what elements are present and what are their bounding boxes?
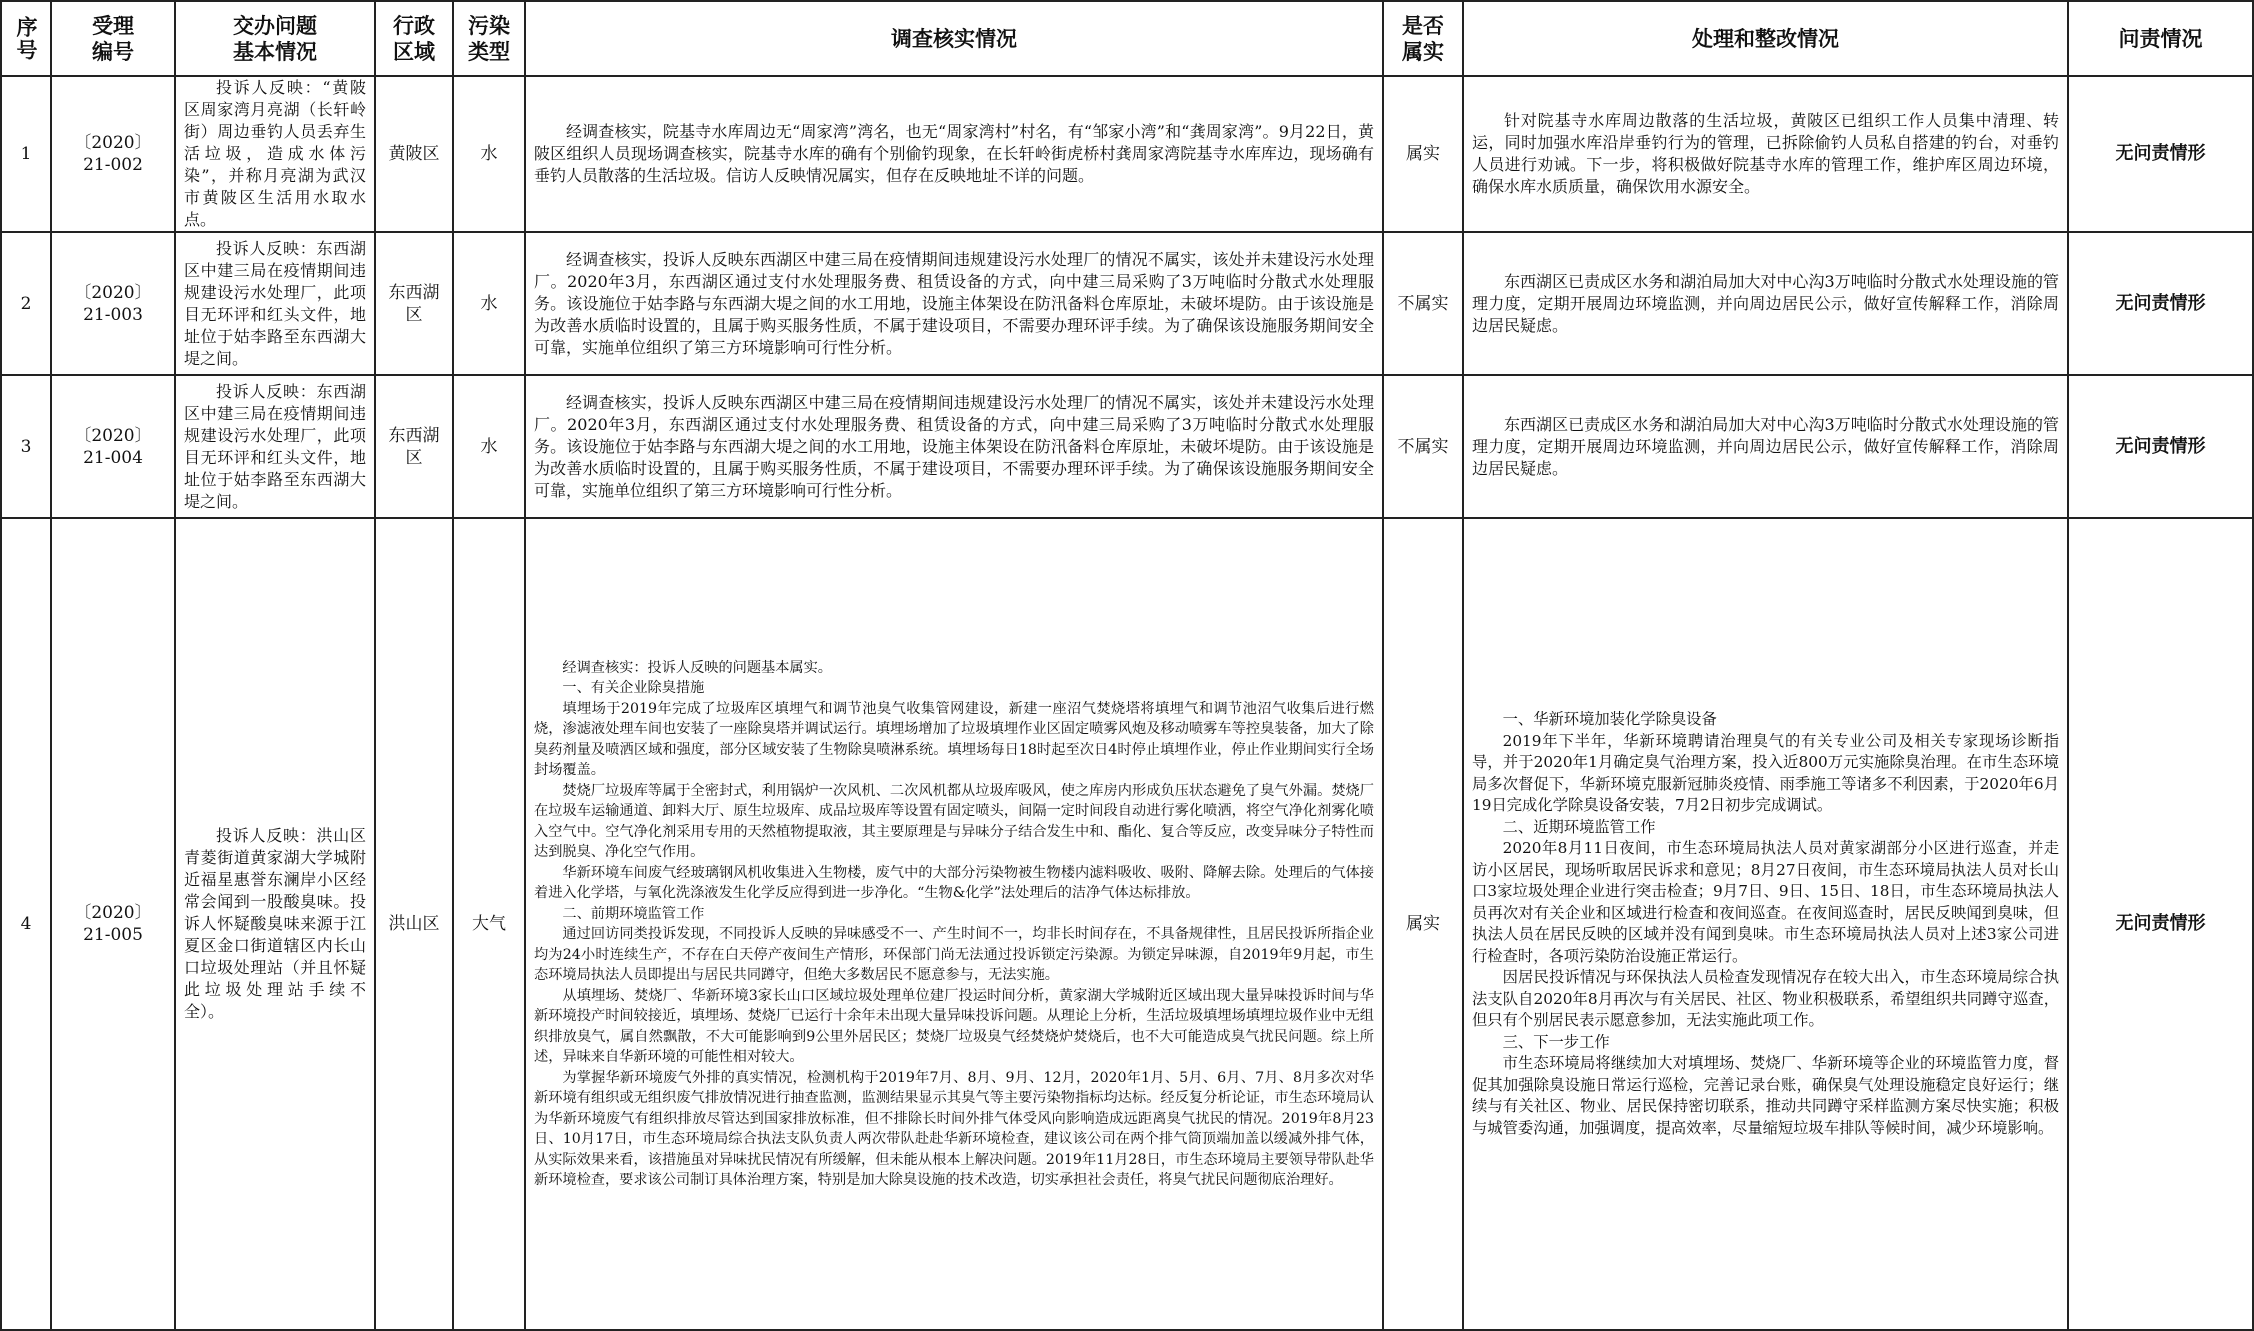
header-number: 受理 编号 [51, 1, 175, 76]
investigation-paragraph: 华新环境车间废气经玻璃钢风机收集进入生物楼，废气中的大部分污染物被生物楼内滤料吸收、吸附、降解去除。处理后的气体接着进入化学塔，与氧化洗涤液发生化学反应得到进一步净化。“生物&化学”法处理后的洁净气体达标排放。 [534, 864, 1374, 901]
issue-cell [175, 76, 375, 232]
region-cell [375, 518, 453, 1330]
seq-cell [1, 76, 51, 232]
header-accountability: 问责情况 [2068, 1, 2253, 76]
type-cell [453, 518, 525, 1330]
handling-paragraph: 东西湖区已责成区水务和湖泊局加大对中心沟3万吨临时分散式水处理设施的管理力度，定期开展周边环境监测，并向周边居民公示，做好宣传解释工作，消除周边居民疑虑。 [1472, 271, 2059, 335]
accountability-text: 无问责情形 [2115, 913, 2206, 934]
seq-text: 2 [20, 293, 32, 314]
table-row [1, 518, 2253, 1330]
handling-cell [1463, 375, 2068, 518]
accountability-cell [2068, 518, 2253, 1330]
investigation-paragraph: 通过回访同类投诉发现，不同投诉人反映的异味感受不一、产生时间不一，均非长时间存在，不具备规律性，且居民投诉所指企业均为24小时连续生产，不存在白天停产夜间生产情形，环保部门尚无法通过投诉锁定污染源。为锁定异味源，自2019年9月起，市生态环境局执法人员即提出与居民共同蹲守，但绝大多数居民不愿意参与，无法实施。 [534, 926, 1374, 983]
investigation-paragraph: 经调查核实：投诉人反映的问题基本属实。 [562, 659, 832, 676]
header-investigation: 调查核实情况 [525, 1, 1383, 76]
handling-paragraph: 市生态环境局将继续加大对填埋场、焚烧厂、华新环境等企业的环境监管力度，督促其加强除臭设施日常运行巡检，完善记录台账，确保臭气处理设施稳定良好运行；继续与有关社区、物业、居民保持密切联系，推动共同蹲守采样监测方案尽快实施；积极与城管委沟通，加强调度，提高效率，尽量缩短垃圾车排队等候时间，减少环境影响。 [1472, 1054, 2059, 1137]
seq-text: 4 [20, 914, 32, 934]
verified-cell [1383, 76, 1463, 232]
table-row [1, 375, 2253, 518]
accountability-cell [2068, 232, 2253, 375]
handling-paragraph: 二、近期环境监管工作 [1502, 817, 1656, 836]
header-issue: 交办问题 基本情况 [175, 1, 375, 76]
header-handling: 处理和整改情况 [1463, 1, 2068, 76]
investigation-paragraph: 一、有关企业除臭措施 [562, 680, 705, 696]
investigation-cell [525, 518, 1383, 1330]
handling-paragraph: 一、华新环境加装化学除臭设备 [1502, 710, 1717, 728]
region-cell [375, 375, 453, 518]
verified-cell [1383, 375, 1463, 518]
issue-cell [175, 375, 375, 518]
handling-paragraph: 三、下一步工作 [1502, 1032, 1610, 1051]
issue-text: 投诉人反映：“黄陂区周家湾月亮湖（长轩岭街）周边垂钓人员丢弃生活垃圾，造成水体污染”，并称月亮湖为武汉市黄陂区生活用水取水点。 [184, 78, 366, 229]
region-text: 黄陂区 [388, 144, 440, 164]
type-cell [453, 76, 525, 232]
investigation-paragraph: 经调查核实，投诉人反映东西湖区中建三局在疫情期间违规建设污水处理厂的情况不属实，该处并未建设污水处理厂。2020年3月，东西湖区通过支付水处理服务费、租赁设备的方式，向中建三局采购了3万吨临时分散式水处理服务。该设施位于姑李路与东西湖大堤之间的水工用地，设施主体架设在防汛备料仓库原址，未破坏堤防。由于该设施是为改善水质临时设置的，且属于购买服务性质，不属于建设项目，不需要办理环评手续。为了确保该设施服务期间安全可靠，实施单位组织了第三方环境影响可行性分析。 [534, 392, 1374, 500]
number-code: 21-003 [83, 304, 143, 325]
issue-cell [175, 232, 375, 375]
region-cell [375, 76, 453, 232]
accountability-cell [2068, 375, 2253, 518]
number-cell [51, 518, 175, 1330]
region-text: 东西湖区 [388, 425, 440, 468]
accountability-cell [2068, 76, 2253, 232]
investigation-paragraph: 经调查核实，投诉人反映东西湖区中建三局在疫情期间违规建设污水处理厂的情况不属实，该处并未建设污水处理厂。2020年3月，东西湖区通过支付水处理服务费、租赁设备的方式，向中建三局采购了3万吨临时分散式水处理服务。该设施位于姑李路与东西湖大堤之间的水工用地，设施主体架设在防汛备料仓库原址，未破坏堤防。由于该设施是为改善水质临时设置的，且属于购买服务性质，不属于建设项目，不需要办理环评手续。为了确保该设施服务期间安全可靠，实施单位组织了第三方环境影响可行性分析。 [534, 249, 1374, 357]
handling-paragraph: 2019年下半年，华新环境聘请治理臭气的有关专业公司及相关专家现场诊断指导，并于2020年1月确定臭气治理方案，投入近800万元实施除臭治理。在市生态环境局多次督促下，华新环境克服新冠肺炎疫情、雨季施工等诸多不利因素，于2020年6月19日完成化学除臭设备安装，7月2日初步完成调试。 [1472, 731, 2059, 814]
region-text: 东西湖区 [388, 282, 440, 325]
handling-paragraph: 东西湖区已责成区水务和湖泊局加大对中心沟3万吨临时分散式水处理设施的管理力度，定期开展周边环境监测，并向周边居民公示，做好宣传解释工作，消除周边居民疑虑。 [1472, 414, 2059, 478]
number-cell [51, 232, 175, 375]
verified-cell [1383, 232, 1463, 375]
issue-text: 投诉人反映：东西湖区中建三局在疫情期间违规建设污水处理厂，此项目无环评和红头文件，地址位于姑李路至东西湖大堤之间。 [184, 238, 366, 368]
accountability-text: 无问责情形 [2115, 143, 2206, 164]
number-code: 21-004 [83, 447, 143, 468]
handling-paragraph: 针对院基寺水库周边散落的生活垃圾，黄陂区已组织工作人员集中清理、转运，同时加强水库沿岸垂钓行为的管理，已拆除偷钓人员私自搭建的钓台，对垂钓人员进行劝诫。下一步，将积极做好院基寺水库的管理工作，维护库区周边环境，确保水库水质质量，确保饮用水源安全。 [1472, 111, 2059, 196]
seq-text: 1 [20, 144, 32, 164]
issue-text: 投诉人反映：东西湖区中建三局在疫情期间违规建设污水处理厂，此项目无环评和红头文件，地址位于姑李路至东西湖大堤之间。 [184, 381, 366, 511]
investigation-paragraph: 二、前期环境监管工作 [562, 905, 705, 922]
number-year: 〔2020〕 [74, 903, 152, 923]
header-row [1, 1, 2253, 76]
number-year: 〔2020〕 [74, 282, 152, 303]
handling-paragraph: 2020年8月11日夜间，市生态环境局执法人员对黄家湖部分小区进行巡查，并走访小区居民，现场听取居民诉求和意见；8月27日夜间，市生态环境局执法人员对长山口3家垃圾处理企业进行突击检查；9月7日、9日、15日、18日，市生态环境局执法人员再次对有关企业和区域进行检查和夜间巡查。在夜间巡查时，居民反映闻到臭味，但执法人员在居民反映的区域并没有闻到臭味。市生态环境局执法人员对上述3家公司进行检查时，各项污染防治设施正常运行。 [1472, 839, 2059, 965]
handling-cell [1463, 232, 2068, 375]
type-text: 水 [480, 144, 498, 164]
investigation-cell [525, 375, 1383, 518]
issue-cell [175, 518, 375, 1330]
handling-cell [1463, 76, 2068, 232]
investigation-paragraph: 焚烧厂垃圾库等属于全密封式，利用锅炉一次风机、二次风机都从垃圾库吸风，使之库房内形成负压状态避免了臭气外漏。焚烧厂在垃圾车运输通道、卸料大厅、原生垃圾库、成品垃圾库等设置有固定喷头，间隔一定时间段自动进行雾化喷洒，将空气净化剂雾化喷入空气中。空气净化剂采用专用的天然植物提取液，其主要原理是与异味分子结合发生中和、酯化、复合等反应，改变异味分子特性而达到脱臭、净化空气作用。 [534, 782, 1374, 860]
number-code: 21-002 [83, 155, 143, 175]
type-text: 水 [480, 293, 498, 314]
accountability-text: 无问责情形 [2115, 435, 2206, 457]
handling-cell [1463, 518, 2068, 1330]
investigation-paragraph: 从填埋场、焚烧厂、华新环境3家长山口区域垃圾处理单位建厂投运时间分析，黄家湖大学城附近区域出现大量异味投诉时间与华新环境投产时间较接近，填埋场、焚烧厂已运行十余年未出现大量异味投诉问题。从理论上分析，生活垃圾填埋场填埋垃圾作业中无组织排放臭气，属自然飘散，不大可能影响到9公里外居民区；焚烧厂垃圾臭气经焚烧炉焚烧后，也不大可能造成臭气扰民问题。综上所述，异味来自华新环境的可能性相对较大。 [534, 987, 1374, 1065]
header-type: 污染 类型 [453, 1, 525, 76]
number-code: 21-005 [83, 925, 143, 945]
number-cell [51, 375, 175, 518]
type-cell [453, 232, 525, 375]
investigation-paragraph: 经调查核实，院基寺水库周边无“周家湾”湾名，也无“周家湾村”村名，有“邹家小湾”和“龚周家湾”。9月22日，黄陂区组织人员现场调查核实，院基寺水库的确有个别偷钓现象，在长轩岭街虎桥村龚周家湾院基寺水库库边，现场确有垂钓人员散落的生活垃圾。信访人反映情况属实，但存在反映地址不详的问题。 [534, 122, 1374, 185]
issue-text: 投诉人反映：洪山区青菱街道黄家湖大学城附近福星惠誉东澜岸小区经常会闻到一股酸臭味。投诉人怀疑酸臭味来源于江夏区金口街道辖区内长山口垃圾处理站（并且怀疑此垃圾处理站手续不全）。 [184, 826, 366, 1021]
seq-cell [1, 232, 51, 375]
header-region: 行政 区域 [375, 1, 453, 76]
handling-paragraph: 因居民投诉情况与环保执法人员检查发现情况存在较大出入，市生态环境局综合执法支队自2020年8月再次与有关居民、社区、物业积极联系，希望组织共同蹲守巡查，但只有个别居民表示愿意参加，无法实施此项工作。 [1472, 968, 2059, 1029]
verified-text: 属实 [1406, 144, 1440, 164]
type-text: 大气 [472, 914, 506, 934]
verified-text: 不属实 [1397, 293, 1449, 314]
table-row [1, 232, 2253, 375]
seq-cell [1, 375, 51, 518]
investigation-cell [525, 232, 1383, 375]
region-cell [375, 232, 453, 375]
verified-cell [1383, 518, 1463, 1330]
seq-cell [1, 518, 51, 1330]
investigation-cell [525, 76, 1383, 232]
investigation-paragraph: 填埋场于2019年完成了垃圾库区填埋气和调节池臭气收集管网建设，新建一座沼气焚烧塔将填埋气和调节池沼气收集后进行燃烧，渗滤液处理车间也安装了一座除臭塔并调试运行。填埋场增加了垃圾填埋作业区固定喷雾风炮及移动喷雾车等控臭装备，加大了除臭药剂量及喷洒区域和强度，部分区域安装了生物除臭喷淋系统。填埋场每日18时起至次日4时停止填埋作业，停止作业期间实行全场封场覆盖。 [534, 700, 1374, 778]
verified-text: 不属实 [1397, 436, 1449, 457]
number-cell [51, 76, 175, 232]
table-row [1, 76, 2253, 232]
seq-text: 3 [20, 436, 32, 457]
accountability-text: 无问责情形 [2115, 292, 2206, 314]
type-text: 水 [480, 436, 498, 457]
verified-text: 属实 [1406, 914, 1440, 934]
region-text: 洪山区 [388, 914, 440, 934]
number-year: 〔2020〕 [74, 133, 152, 153]
header-verified: 是否 属实 [1383, 1, 1463, 76]
type-cell [453, 375, 525, 518]
number-year: 〔2020〕 [74, 425, 152, 446]
header-seq: 序号 [1, 1, 51, 76]
investigation-paragraph: 为掌握华新环境废气外排的真实情况，检测机构于2019年7月、8月、9月、12月，2020年1月、5月、6月、7月、8月多次对华新环境有组织或无组织废气排放情况进行抽查监测，监测结果显示其臭气等主要污染物指标均达标。经反复分析论证，市生态环境局认为华新环境废气有组织排放尽管达到国家排放标准，但不排除长时间外排气体受风向影响造成远距离臭气扰民的情况。2019年8月23日、10月17日，市生态环境局综合执法支队负责人两次带队赴赴华新环境检查，建议该公司在两个排气筒顶端加盖以缓减外排气体，从实际效果来看，该措施虽对异味扰民情况有所缓解，但未能从根本上解决问题。2019年11月28日，市生态环境局主要领导带队赴华新环境检查，要求该公司制订具体治理方案，特别是加大除臭设施的技术改造，切实承担社会责任，将臭气扰民问题彻底治理好。 [534, 1069, 1374, 1188]
